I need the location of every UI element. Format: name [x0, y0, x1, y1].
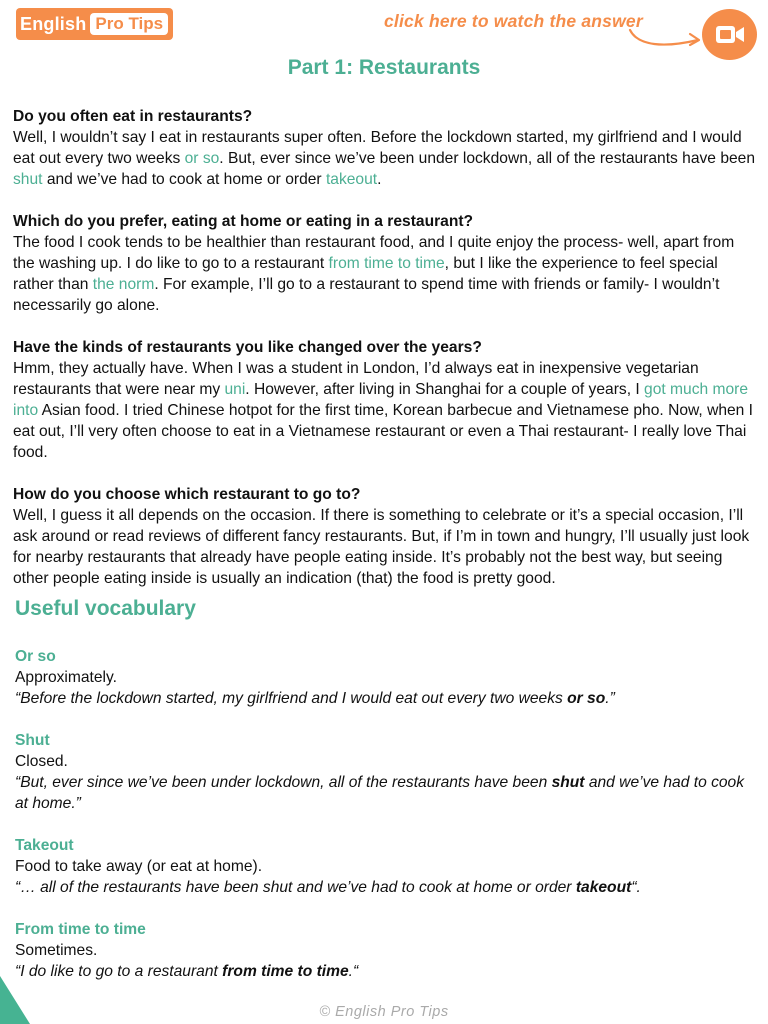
vocab-example	[15, 772, 755, 814]
vocab-term: From time to time	[15, 921, 146, 938]
question: Do you often eat in restaurants?	[13, 108, 253, 125]
vocab-term: Shut	[15, 732, 50, 749]
example-text: “Before the lockdown started, my girlfriend and I would eat out every two weeks	[15, 690, 568, 707]
answer	[13, 505, 758, 589]
vocab-highlight: the norm	[92, 276, 155, 293]
answer-text: . However, after living in Shanghai for a couple of years, I	[245, 381, 645, 398]
answer	[13, 358, 758, 463]
answer-text: . But, ever since we’ve been under lockdown, all of the restaurants have been	[219, 150, 756, 167]
vocab-item	[15, 646, 755, 709]
vocab-term: Or so	[15, 648, 56, 665]
vocab-highlight: takeout	[325, 171, 378, 188]
question: Which do you prefer, eating at home or eating in a restaurant?	[13, 213, 474, 230]
vocab-item	[15, 730, 755, 814]
vocab-highlight: or so	[184, 150, 220, 167]
answer-text: Well, I guess it all depends on the occasion. If there is something to celebrate or it’s a special occasion, I’ll ask around or read reviews of different fancy restaurants. But, if I’m in town and hungry, I’ll usually just look for nearby restaurants that already have people eating inside. It’s probably not the best way, but seeing other people eating inside is usually an indication (that) the food is pretty good.	[13, 507, 750, 587]
qa-block	[13, 484, 758, 589]
vocab-highlight: got much more into	[13, 381, 749, 419]
vocab-example	[15, 961, 755, 982]
answer-text: Asian food. I tried Chinese hotpot for the first time, Korean barbecue and Vietnamese pho. Now, when I eat out, I’ll very often choose to eat in a Vietnamese restaurant or even a Thai restaurant- I really love Thai food.	[13, 402, 754, 461]
vocab-list	[15, 646, 755, 1003]
brand-logo[interactable]	[16, 8, 173, 40]
example-bold: or so	[567, 690, 606, 707]
example-text: .“	[348, 963, 359, 980]
qa-block	[13, 337, 758, 463]
vocab-example	[15, 688, 755, 709]
question: Have the kinds of restaurants you like changed over the years?	[13, 339, 482, 356]
footer-copyright: © English Pro Tips	[319, 1004, 449, 1020]
vocab-heading: Useful vocabulary	[15, 597, 196, 620]
vocab-definition: Sometimes.	[15, 942, 98, 959]
watch-video-button[interactable]	[702, 9, 757, 60]
answer-text: , but I like the experience to feel special rather than	[13, 255, 718, 293]
vocab-definition: Approximately.	[15, 669, 117, 686]
example-bold: shut	[551, 774, 585, 791]
vocab-highlight: shut	[13, 171, 43, 188]
example-bold: from time to time	[222, 963, 349, 980]
curved-arrow-icon	[624, 26, 704, 52]
vocab-definition: Food to take away (or eat at home).	[15, 858, 263, 875]
example-text: “… all of the restaurants have been shut and we’ve had to cook at home or order	[15, 879, 576, 896]
example-text: “.	[631, 879, 641, 896]
answer	[13, 127, 758, 190]
example-bold: takeout	[575, 879, 632, 896]
answer-text: . For example, I’ll go to a restaurant to spend time with friends or family- I wouldn’t necessarily go alone.	[13, 276, 720, 314]
answer-text: The food I cook tends to be healthier than restaurant food, and I quite enjoy the process- well, apart from the washing up. I do like to go to a restaurant	[13, 234, 735, 272]
example-text: “But, ever since we’ve been under lockdown, all of the restaurants have been	[15, 774, 552, 791]
answer-text: .	[377, 171, 382, 188]
corner-decoration	[0, 974, 30, 1024]
watch-answer-link[interactable]: click here to watch the answer	[384, 11, 643, 31]
page-title: Part 1: Restaurants	[287, 56, 481, 79]
vocab-item	[15, 919, 755, 982]
vocab-definition: Closed.	[15, 753, 68, 770]
example-text: .”	[605, 690, 615, 707]
answer-text: Hmm, they actually have. When I was a student in London, I’d always eat in inexpensive vegetarian restaurants that were near my	[13, 360, 699, 398]
vocab-highlight: from time to time	[328, 255, 445, 272]
qa-section	[13, 106, 758, 610]
answer-text: and we’ve had to cook at home or order	[42, 171, 326, 188]
logo-word-english: English	[20, 13, 87, 34]
vocab-item	[15, 835, 755, 898]
example-text: “I do like to go to a restaurant	[15, 963, 223, 980]
answer-text: Well, I wouldn’t say I eat in restaurants super often. Before the lockdown started, my girlfriend and I would eat out every two weeks	[13, 129, 742, 167]
question: How do you choose which restaurant to go to?	[13, 486, 361, 503]
video-camera-icon	[715, 24, 745, 45]
qa-block	[13, 106, 758, 190]
vocab-example	[15, 877, 755, 898]
example-text: and we’ve had to cook at home.”	[15, 774, 745, 812]
logo-word-pro-tips: Pro Tips	[90, 13, 168, 35]
answer	[13, 232, 758, 316]
vocab-highlight: uni	[224, 381, 246, 398]
qa-block	[13, 211, 758, 316]
vocab-term: Takeout	[15, 837, 74, 854]
